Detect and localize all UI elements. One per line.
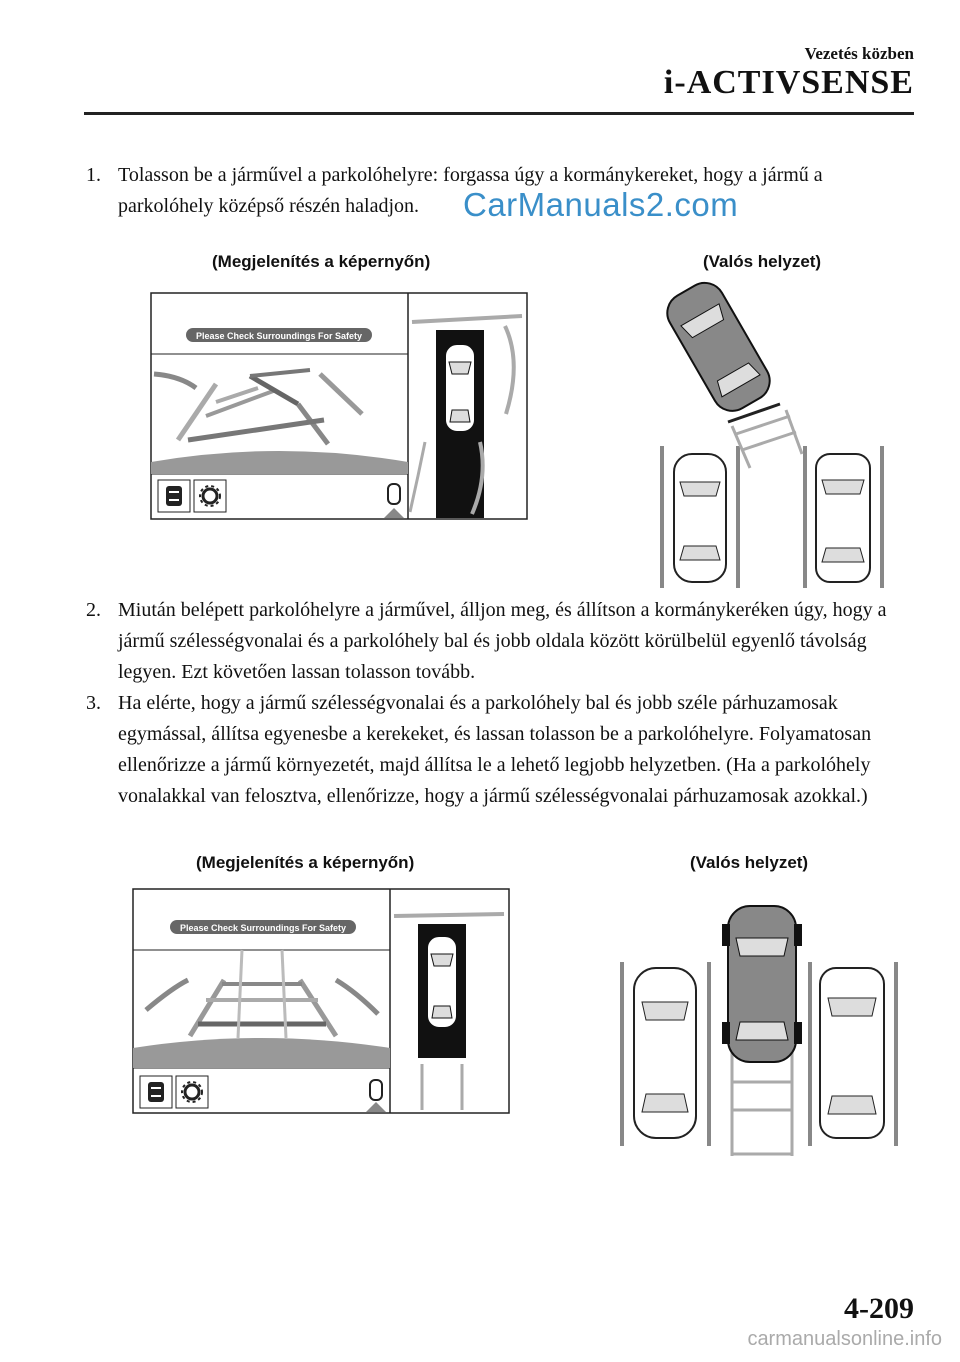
topview-car: [445, 344, 475, 432]
reversing-car: [722, 906, 802, 1062]
real-situation-figure-1: [650, 276, 900, 592]
parked-car-right: [816, 454, 870, 582]
parked-car-right: [820, 968, 884, 1138]
caption-real-1: (Valós helyzet): [703, 252, 822, 271]
safety-banner: Please Check Surroundings For Safety: [179, 923, 347, 933]
parked-car-left: [634, 968, 696, 1138]
screen-display-figure-1: [150, 292, 528, 520]
topview-car: [427, 936, 457, 1028]
step-2: [86, 595, 916, 688]
reversing-car: [660, 276, 777, 418]
caption-screen-2: (Megjelenítés a képernyőn): [196, 853, 415, 872]
step-text: Tolasson be a járművel a parkolóhelyre: forgassa úgy a kormánykereket, hogy a jármű a parkolóhely középső részén haladjon.: [118, 164, 823, 217]
caption-screen-1: (Megjelenítés a képernyőn): [212, 252, 431, 271]
camera-switch-icon[interactable]: [166, 486, 182, 506]
parked-car-left: [674, 454, 726, 582]
header-title: i-ACTIVSENSE: [663, 64, 914, 101]
step-text: Ha elérte, hogy a jármű szélességvonalai és a parkolóhely bal és jobb széle párhuzamosak egymással, állítsa egyenesbe a kerekeket, és lassan tolasson be a parkolóhelyre. Folyamatosan ellenőrizze a jármű környezetét, majd állítsa le a lehető legjobb helyzetben. (Ha a parkolóhely vonalakkal van felosztva, ellenőrizze, hogy a jármű szélességvonalai párhuzamosak azokkal.): [118, 692, 872, 807]
header-rule: [84, 112, 914, 115]
caption-real-2: (Valós helyzet): [690, 853, 809, 872]
step-number: 1.: [86, 164, 101, 186]
safety-banner: Please Check Surroundings For Safety: [195, 331, 363, 341]
step-3: [86, 688, 916, 812]
camera-switch-icon[interactable]: [148, 1082, 164, 1102]
footer-watermark: carmanualsonline.info: [747, 1328, 942, 1350]
step-number: 3.: [86, 692, 101, 714]
page-number: 4-209: [844, 1292, 914, 1325]
real-situation-figure-2: [612, 898, 902, 1160]
step-number: 2.: [86, 599, 101, 621]
watermark-logo: CarManuals2.com: [463, 186, 739, 223]
step-text: Miután belépett parkolóhelyre a járművel, álljon meg, és állítson a kormánykeréken úgy, hogy a jármű szélességvonalai és a parkolóhely bal és jobb oldala között körülbelül egyenlő távolság legyen. Ezt követően lassan tolasson tovább.: [118, 599, 887, 683]
header-section: Vezetés közben: [804, 44, 914, 63]
screen-display-figure-2: [132, 888, 510, 1114]
